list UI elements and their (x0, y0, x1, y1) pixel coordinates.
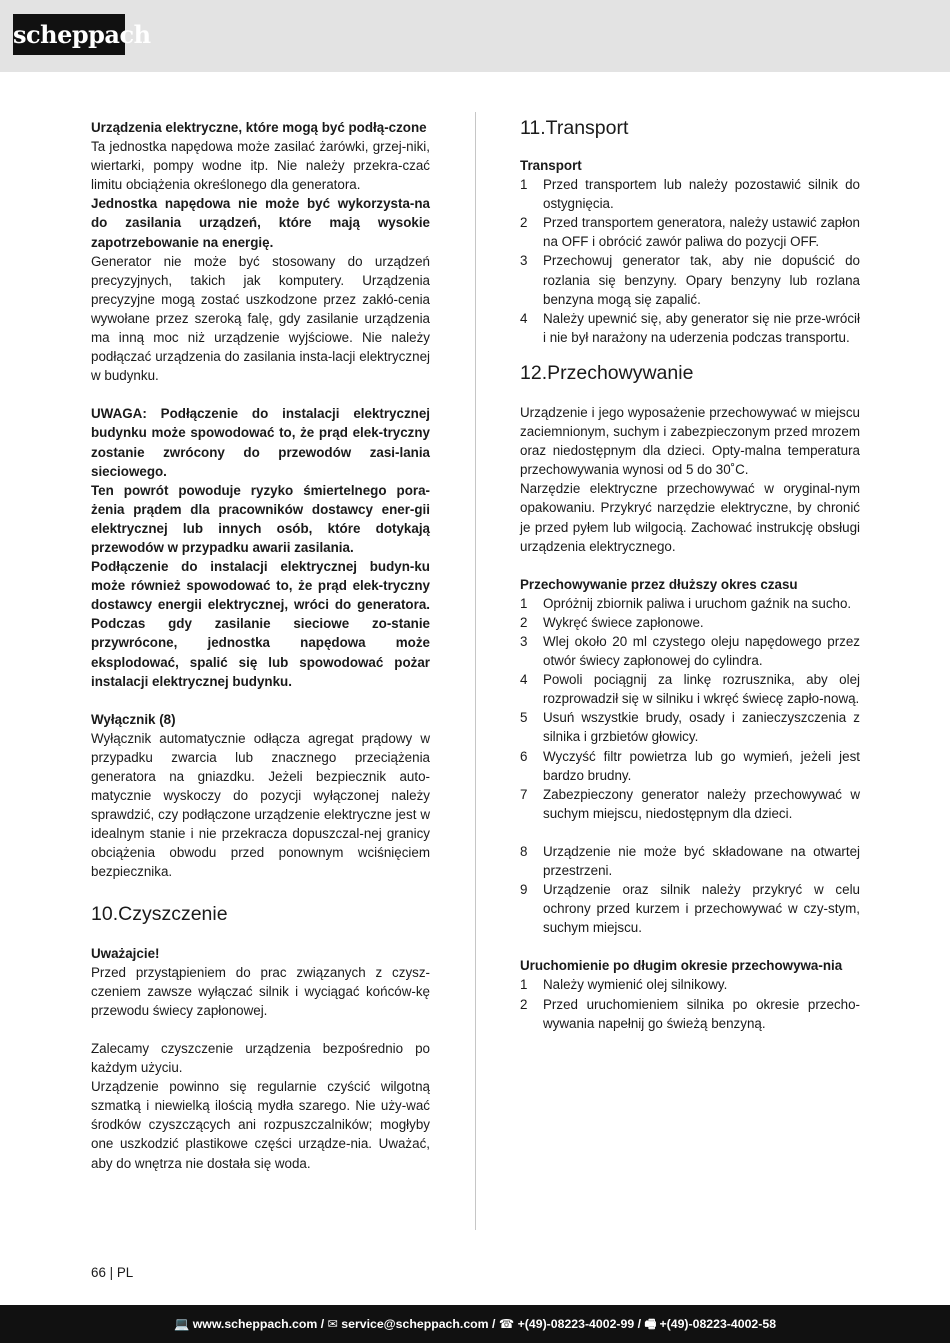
section-12-number: 12. (520, 361, 548, 384)
section-11-title: Transport (545, 117, 629, 139)
storage-paragraph-2: Narzędzie elektryczne przechowywać w oryginal-nym opakowaniu. Przykryć narzędzie elektryczne, by chronić je przed pyłem lub wilgocią. Zachować instrukcję obsługi urządzenia elektrycznego. (520, 481, 860, 554)
phone-icon: ☎ (498, 1317, 515, 1331)
list-item: 1 Przed transportem lub należy pozostawić silnik do ostygnięcia. (520, 177, 860, 212)
restart-list (520, 975, 860, 1032)
long-storage-list-continued (520, 842, 860, 937)
fax-icon: 🖷 (644, 1317, 657, 1331)
top-bar (0, 0, 950, 72)
section-10-title: Czyszczenie (118, 902, 228, 925)
footer-email-link[interactable]: service@scheppach.com (341, 1317, 489, 1331)
switch-heading: Wyłącznik (8) (91, 711, 176, 727)
warning-paragraph-1: UWAGA: Podłączenie do instalacji elektrycznej budynku może spowodować to, że prąd elek-tryczny zostanie zwrócony do przewodów zasi-lania sieciowego. (91, 406, 430, 479)
storage-paragraph-1: Urządzenie i jego wyposażenie przechowywać w miejscu zaciemnionym, suchym i zabezpieczonym przed mrozem oraz niedostępnym dla dzieci. Opty-malna temperatura przechowywania wynosi od 5 do 30˚C. (520, 404, 860, 478)
list-item: 3 Przechowuj generator tak, aby nie dopuścić do rozlania się benzyny. Opary benzyny lub rozlana benzyna mogą się zapalić. (520, 253, 860, 307)
list-item: 4 Należy upewnić się, aby generator się nie prze-wrócił i nie był narażony na uderzenia podczas transportu. (520, 310, 860, 345)
column-divider (475, 112, 476, 1230)
transport-heading: Transport (520, 158, 582, 173)
section-12-heading (520, 359, 860, 387)
list-item: 2 Wykręć świece zapłonowe. (520, 614, 704, 630)
list-item: 1 Opróżnij zbiornik paliwa i uruchom gaźnik na sucho. (520, 595, 852, 611)
list-item: 9 Urządzenie oraz silnik należy przykryć w celu ochrony przed kurzem i przechowywać w czy-stym, suchym miejscu. (520, 882, 860, 936)
section-10-heading (91, 900, 430, 928)
list-item: 1 Należy wymienić olej silnikowy. (520, 977, 728, 993)
section-12-title: Przechowywanie (547, 361, 694, 384)
footer-contact: 💻 www.scheppach.com / ✉ service@scheppach.com / ☎ +(49)-08223-4002-99 / 🖷 +(49)-08223-4002-58 (173, 1317, 777, 1331)
long-storage-heading: Przechowywanie przez dłuższy okres czasu (520, 576, 798, 592)
list-item: 7 Zabezpieczony generator należy przechowywać w suchym miejscu, niedostępnym dla dzieci. (520, 786, 860, 821)
list-item: 2 Przed uruchomieniem silnika po okresie przecho-wywania napełnij go świeżą benzyną. (520, 996, 860, 1031)
footer-bar (0, 1305, 950, 1343)
restart-heading: Uruchomienie po długim okresie przechowywa-nia (520, 958, 843, 974)
mail-icon: ✉ (327, 1317, 338, 1331)
section-11-heading (520, 114, 860, 142)
devices-paragraph-1: Ta jednostka napędowa może zasilać żarówki, grzej-niki, wiertarki, pompy wodne itp. Nie należy przekra-czać limitu obciążenia określonego dla generatora. (91, 139, 430, 193)
devices-heading: Urządzenia elektryczne, które mogą być podłą-czone (91, 120, 427, 135)
devices-bold-note: Jednostka napędowa nie może być wykorzysta-na do zasilania urządzeń, które mają wysokie zapotrzebowanie na energię. (91, 196, 430, 250)
list-item: 5 Usuń wszystkie brudy, osady i zanieczyszczenia z silnika i grzbietów głowicy. (520, 710, 860, 745)
list-item: 4 Powoli pociągnij za linkę rozrusznika, aby olej rozprowadził się w silniku i wkręć świecę zapło-nową. (520, 672, 860, 707)
footer-web-link[interactable]: www.scheppach.com (192, 1317, 318, 1331)
switch-paragraph: Wyłącznik automatycznie odłącza agregat prądowy w przypadku zwarcia lub znacznego przeciążenia generatora na gniazdku. Jeżeli bezpiecznik auto-matycznie wyskoczy do pozycji wyłączonej należy sprawdzić, czy podłączone urządzenie elektryczne jest w idealnym stanie i nie przekracza dopuszczal-nej granicy obciążenia obwodu przed ponownym wciśnięciem bezpiecznika. (91, 730, 430, 880)
footer-phone: +(49)-08223-4002-99 (517, 1317, 635, 1331)
right-column (520, 118, 860, 1033)
transport-list (520, 175, 860, 347)
list-item: 2 Przed transportem generatora, należy ustawić zapłon na OFF i obrócić zawór paliwa do pozycji OFF. (520, 215, 860, 250)
section-10-number: 10. (91, 902, 119, 925)
left-column (91, 118, 430, 1173)
warning-paragraph-2: Ten powrót powoduje ryzyko śmiertelnego pora-żenia prądem dla pracowników dostawcy ener-gii elektrycznej lub innych osób, które dotykają przewodów w przypadku awarii zasilania. (91, 482, 430, 555)
page-number: 66 | PL (91, 1265, 134, 1280)
section-11-number: 11. (520, 117, 546, 139)
list-item: 6 Wyczyść filtr powietrza lub go wymień, jeżeli jest bardzo brudny. (520, 748, 860, 783)
devices-paragraph-2: Generator nie może być stosowany do urządzeń precyzyjnych, takich jak komputery. Urządzenia precyzyjne mogą zostać uszkodzone przez zakłó-cenia wywołane przez szeroką falę, gdy zasilanie urządzenia ma inną moc niż urządzenie wyjściowe. Nie należy podłączać urządzenia do zasilania insta-lacji elektrycznej w budynku. (91, 253, 430, 384)
footer-fax: +(49)-08223-4002-58 (659, 1317, 777, 1331)
cleaning-paragraph-2: Urządzenie powinno się regularnie czyścić wilgotną szmatką i niewielką ilością mydła szarego. Nie uży-wać środków czyszczących ani rozpuszczalników; mogłyby one uszkodzić plastikowe części urządze-nia. Uważać, aby do wnętrza nie dostała się woda. (91, 1079, 430, 1171)
list-item: 3 Wlej około 20 ml czystego oleju napędowego przez otwór świecy zapłonowej do cylindra. (520, 633, 860, 669)
caution-paragraph: Przed przystąpieniem do prac związanych z czysz-czeniem zawsze wyłączać silnik i wyciągać końców-kę przewodu świecy zapłonowej. (91, 964, 430, 1018)
caution-heading: Uważajcie! (91, 945, 160, 961)
list-item: 8 Urządzenie nie może być składowane na otwartej przestrzeni. (520, 843, 860, 878)
long-storage-list (520, 594, 860, 823)
brand-logo: scheppach (13, 14, 125, 55)
warning-paragraph-3: Podłączenie do instalacji elektrycznej budyn-ku może również spowodować to, że prąd elek-tryczny dostawcy energii elektrycznej, wróci do generatora. Podczas gdy zasilanie sieciowe zo-stanie przywrócone, jednostka napędowa może eksplodować, spalić się lub spowodować pożar instalacji elektrycznej budynku. (91, 559, 430, 689)
computer-icon: 💻 (173, 1317, 190, 1331)
cleaning-paragraph-1: Zalecamy czyszczenie urządzenia bezpośrednio po każdym użyciu. (91, 1040, 430, 1076)
